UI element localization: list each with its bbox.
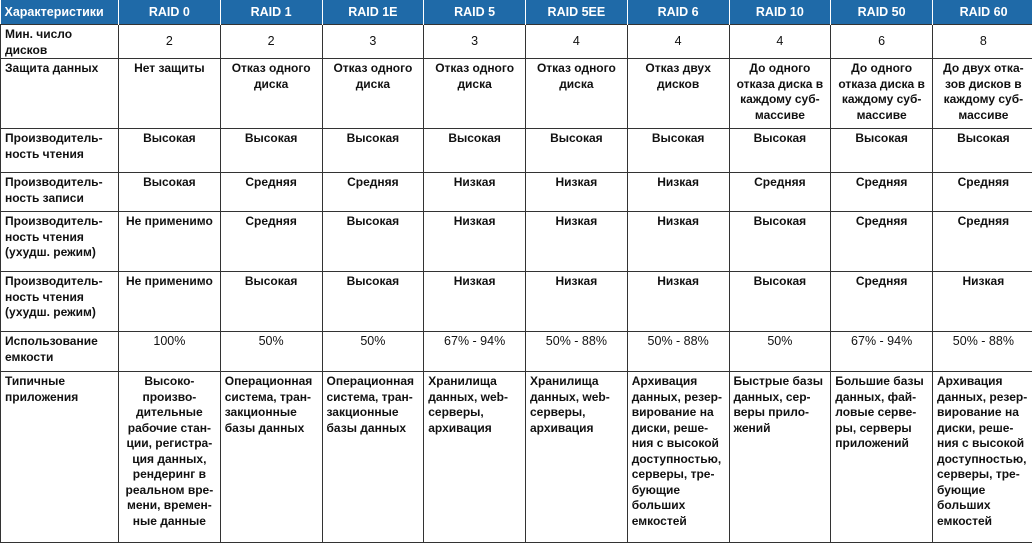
header-raid-5ee: RAID 5EE — [526, 0, 628, 25]
cell-raid-60: Средняя — [933, 173, 1032, 212]
cell-raid-1e: 50% — [322, 332, 424, 372]
row-protection — [1, 59, 1032, 129]
cell-raid-0: Высокая — [119, 173, 221, 212]
cell-raid-60: 8 — [933, 25, 1032, 59]
header-characteristics: Характеристики — [1, 0, 119, 25]
cell-raid-1e: Отказ одного диска — [322, 59, 424, 129]
cell-raid-5: 67% - 94% — [424, 332, 526, 372]
cell-raid-0: Не применимо — [119, 272, 221, 332]
cell-raid-1: Отказ одного диска — [220, 59, 322, 129]
cell-raid-50: Средняя — [831, 173, 933, 212]
row-label: Производитель-ность чтения — [1, 129, 119, 173]
cell-raid-0: Высокая — [119, 129, 221, 173]
cell-raid-6: Низкая — [627, 212, 729, 272]
cell-raid-50: 6 — [831, 25, 933, 59]
cell-raid-5ee: Низкая — [526, 272, 628, 332]
cell-raid-5ee: Отказ одного диска — [526, 59, 628, 129]
cell-raid-6: Низкая — [627, 173, 729, 212]
cell-raid-1e: Высокая — [322, 272, 424, 332]
cell-raid-50: Средняя — [831, 272, 933, 332]
cell-raid-50: Большие базы данных, фай-ловые серве-ры, серверы приложений — [831, 372, 933, 543]
row-label: Типичные приложения — [1, 372, 119, 543]
cell-raid-10: Высокая — [729, 129, 831, 173]
cell-raid-1: Операционная система, тран-закционные базы данных — [220, 372, 322, 543]
cell-raid-60: Высокая — [933, 129, 1032, 173]
row-label: Защита данных — [1, 59, 119, 129]
cell-raid-1e: Высокая — [322, 212, 424, 272]
cell-raid-10: До одного отказа диска в каждому суб-массиве — [729, 59, 831, 129]
cell-raid-1e: Операционная система, тран-закционные базы данных — [322, 372, 424, 543]
cell-raid-5: Низкая — [424, 212, 526, 272]
cell-raid-5: Высокая — [424, 129, 526, 173]
row-degraded-read-1 — [1, 212, 1032, 272]
cell-raid-5ee: 4 — [526, 25, 628, 59]
cell-raid-6: 50% - 88% — [627, 332, 729, 372]
cell-raid-10: 50% — [729, 332, 831, 372]
row-read-performance — [1, 129, 1032, 173]
cell-raid-60: Низкая — [933, 272, 1032, 332]
cell-raid-50: До одного отказа диска в каждому суб-массиве — [831, 59, 933, 129]
row-label: Производитель-ность записи — [1, 173, 119, 212]
header-raid-1: RAID 1 — [220, 0, 322, 25]
cell-raid-10: Быстрые базы данных, сер-веры прило-жений — [729, 372, 831, 543]
cell-raid-6: Низкая — [627, 272, 729, 332]
cell-raid-10: Средняя — [729, 173, 831, 212]
row-label: Производитель-ность чтения (ухудш. режим) — [1, 212, 119, 272]
cell-raid-0: 2 — [119, 25, 221, 59]
header-raid-5: RAID 5 — [424, 0, 526, 25]
row-label: Использование емкости — [1, 332, 119, 372]
cell-raid-1: Высокая — [220, 272, 322, 332]
cell-raid-5: Низкая — [424, 173, 526, 212]
row-min-disks — [1, 25, 1032, 59]
cell-raid-5ee: Низкая — [526, 212, 628, 272]
cell-raid-1e: Высокая — [322, 129, 424, 173]
cell-raid-10: 4 — [729, 25, 831, 59]
cell-raid-6: 4 — [627, 25, 729, 59]
cell-raid-10: Высокая — [729, 272, 831, 332]
cell-raid-1: Средняя — [220, 173, 322, 212]
cell-raid-0: Нет защиты — [119, 59, 221, 129]
cell-raid-1e: Средняя — [322, 173, 424, 212]
cell-raid-6: Высокая — [627, 129, 729, 173]
cell-raid-60: 50% - 88% — [933, 332, 1032, 372]
cell-raid-1e: 3 — [322, 25, 424, 59]
header-raid-1e: RAID 1E — [322, 0, 424, 25]
cell-raid-1: Средняя — [220, 212, 322, 272]
cell-raid-1: Высокая — [220, 129, 322, 173]
cell-raid-60: Архивация данных, резер-вирование на диски, реше-ния с высокой доступностью, серверы, тре-бующие больших емкостей — [933, 372, 1032, 543]
cell-raid-50: Высокая — [831, 129, 933, 173]
cell-raid-5ee: 50% - 88% — [526, 332, 628, 372]
cell-raid-5ee: Хранилища данных, web-серверы, архивация — [526, 372, 628, 543]
cell-raid-5: Отказ одного диска — [424, 59, 526, 129]
header-row — [1, 0, 1032, 25]
cell-raid-5ee: Низкая — [526, 173, 628, 212]
cell-raid-0: Высоко-произво-дительные рабочие стан-ции, регистра-ция данных, рендеринг в реальном вре-мени, времен-ные данные — [119, 372, 221, 543]
cell-raid-5: Низкая — [424, 272, 526, 332]
cell-raid-0: 100% — [119, 332, 221, 372]
header-raid-6: RAID 6 — [627, 0, 729, 25]
cell-raid-10: Высокая — [729, 212, 831, 272]
cell-raid-6: Архивация данных, резер-вирование на диски, реше-ния с высокой доступностью, серверы, тре-бующие больших емкостей — [627, 372, 729, 543]
row-applications — [1, 372, 1032, 543]
header-raid-10: RAID 10 — [729, 0, 831, 25]
cell-raid-60: Средняя — [933, 212, 1032, 272]
cell-raid-5: 3 — [424, 25, 526, 59]
header-raid-0: RAID 0 — [119, 0, 221, 25]
cell-raid-5ee: Высокая — [526, 129, 628, 173]
header-raid-50: RAID 50 — [831, 0, 933, 25]
row-label: Мин. число дисков — [1, 25, 119, 59]
cell-raid-0: Не применимо — [119, 212, 221, 272]
row-label: Производитель-ность чтения (ухудш. режим) — [1, 272, 119, 332]
cell-raid-50: 67% - 94% — [831, 332, 933, 372]
cell-raid-1: 2 — [220, 25, 322, 59]
row-degraded-read-2 — [1, 272, 1032, 332]
row-capacity — [1, 332, 1032, 372]
header-raid-60: RAID 60 — [933, 0, 1032, 25]
cell-raid-5: Хранилища данных, web-серверы, архивация — [424, 372, 526, 543]
cell-raid-60: До двух отка-зов дисков в каждому суб-массиве — [933, 59, 1032, 129]
cell-raid-50: Средняя — [831, 212, 933, 272]
cell-raid-6: Отказ двух дисков — [627, 59, 729, 129]
row-write-performance — [1, 173, 1032, 212]
cell-raid-1: 50% — [220, 332, 322, 372]
